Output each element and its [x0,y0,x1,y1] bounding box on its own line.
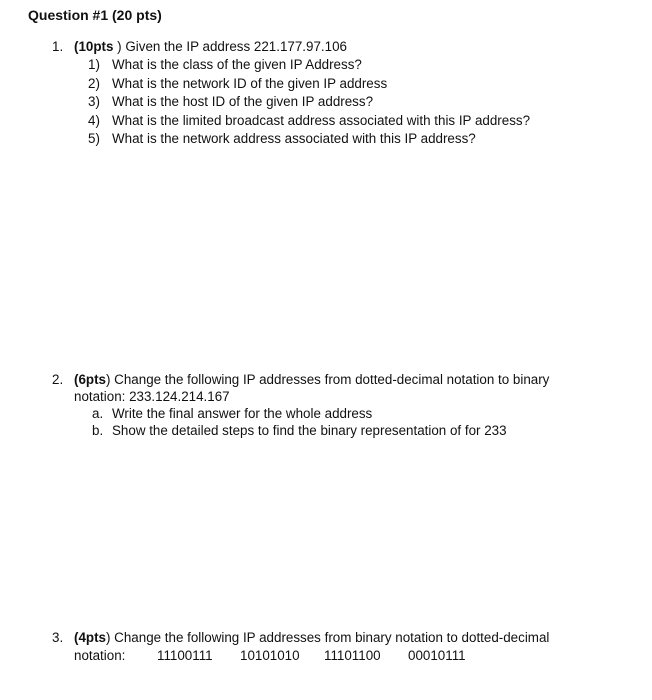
page-title: Question #1 (20 pts) [28,7,162,23]
binary-octet-2: 10101010 [240,648,300,663]
question-2-line [52,371,632,388]
question-3-points: (4pts [74,630,106,645]
list-item: 2) What is the network ID of the given IP address [88,75,388,91]
question-1 [52,38,632,149]
list-item: a. Write the final answer for the whole address [92,406,373,421]
binary-octet-3: 11101100 [324,648,381,663]
question-1-points: (10pts [74,39,114,54]
question-1-subitems [88,56,652,149]
question-2-line-2: notation: 233.124.214.167 [74,389,230,404]
list-item: 5) What is the network address associated with this IP address? [88,131,476,146]
list-item: 3) What is the host ID of the given IP address? [88,94,374,109]
question-3-number: 3. [52,630,64,645]
question-2-subitems [92,405,652,439]
question-2 [52,371,632,439]
binary-notation-row [52,647,632,665]
question-1-number: 1. [52,39,64,54]
list-item: 1) What is the class of the given IP Address? [88,57,362,72]
question-1-text: ) Given the IP address 221.177.97.106 [113,39,347,54]
question-3 [52,629,632,665]
question-1-line [52,38,632,56]
list-item: 4) What is the limited broadcast address associated with this IP address? [88,112,531,128]
question-3-text: ) Change the following IP addresses from binary notation to dotted-decimal [106,630,550,645]
question-2-points: (6pts [74,372,106,387]
list-item: b. Show the detailed steps to find the binary representation of for 233 [92,423,507,438]
binary-octet-4: 00010111 [408,648,466,663]
question-2-number: 2. [52,372,64,387]
notation-label: notation: [74,648,126,663]
binary-octet-1: 11100111 [157,648,213,663]
question-3-line [52,629,632,647]
question-2-text: ) Change the following IP addresses from dotted-decimal notation to binary [106,372,550,387]
